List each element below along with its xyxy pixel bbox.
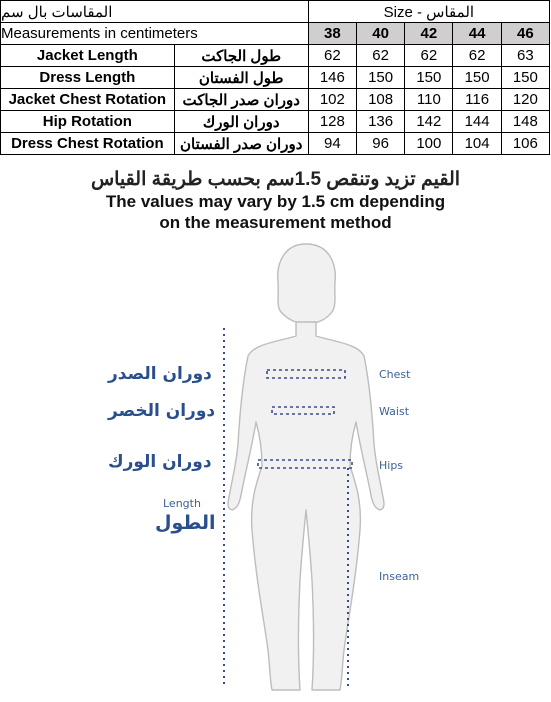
value-cell: 150 xyxy=(356,67,404,89)
header-size xyxy=(308,1,549,23)
value-cell: 63 xyxy=(501,45,549,67)
value-cell: 96 xyxy=(356,133,404,155)
row-label-ar: دوران صدر الجاكت xyxy=(174,89,308,111)
note-english-line1: The values may vary by 1.5 cm depending xyxy=(105,192,446,211)
value-cell: 148 xyxy=(501,111,549,133)
size-cell: 40 xyxy=(356,23,404,45)
value-cell: 150 xyxy=(453,67,501,89)
table-row xyxy=(1,67,550,89)
measurement-figure xyxy=(0,240,551,702)
header-size-text: المقاس - Size xyxy=(383,3,475,21)
value-cell: 136 xyxy=(356,111,404,133)
header-english: Measurements in centimeters xyxy=(1,23,309,45)
value-cell: 116 xyxy=(453,89,501,111)
value-cell: 108 xyxy=(356,89,404,111)
size-cell: 38 xyxy=(308,23,356,45)
body-silhouette-illustration xyxy=(0,240,551,702)
label-hips: Hips xyxy=(379,459,404,472)
value-cell: 144 xyxy=(453,111,501,133)
label-length-english: Length xyxy=(163,497,201,510)
size-cell: 42 xyxy=(405,23,453,45)
value-cell: 94 xyxy=(308,133,356,155)
table-size-row xyxy=(1,23,550,45)
row-label-en: Dress Length xyxy=(1,67,175,89)
label-waist: Waist xyxy=(379,405,410,418)
head-shape xyxy=(278,244,336,324)
header-arabic: المقاسات بال سم xyxy=(1,1,309,23)
value-cell: 102 xyxy=(308,89,356,111)
value-cell: 150 xyxy=(405,67,453,89)
value-cell: 106 xyxy=(501,133,549,155)
value-cell: 62 xyxy=(453,45,501,67)
table-row xyxy=(1,111,550,133)
table-row xyxy=(1,133,550,155)
table-row xyxy=(1,89,550,111)
note-english xyxy=(0,191,551,233)
label-chest-arabic: دوران الصدر xyxy=(108,364,212,384)
value-cell: 120 xyxy=(501,89,549,111)
value-cell: 146 xyxy=(308,67,356,89)
value-cell: 100 xyxy=(405,133,453,155)
body-outline-shape xyxy=(228,322,384,690)
value-cell: 110 xyxy=(405,89,453,111)
row-label-en: Hip Rotation xyxy=(1,111,175,133)
label-hip-arabic: دوران الورك xyxy=(108,452,212,472)
value-cell: 62 xyxy=(356,45,404,67)
table-title-row xyxy=(1,1,550,23)
label-length-arabic: الطول xyxy=(155,512,216,534)
size-cell: 44 xyxy=(453,23,501,45)
value-cell: 62 xyxy=(405,45,453,67)
value-cell: 104 xyxy=(453,133,501,155)
label-waist-arabic: دوران الخصر xyxy=(108,401,216,421)
label-inseam: Inseam xyxy=(379,570,420,583)
row-label-ar: طول الفستان xyxy=(174,67,308,89)
table-row xyxy=(1,45,550,67)
row-label-en: Jacket Length xyxy=(1,45,175,67)
label-chest: Chest xyxy=(379,368,411,381)
value-cell: 128 xyxy=(308,111,356,133)
note-arabic: القيم تزيد وتنقص 1.5سم بحسب طريقة القياس xyxy=(90,169,461,190)
value-cell: 142 xyxy=(405,111,453,133)
row-label-ar: دوران الورك xyxy=(174,111,308,133)
row-label-en: Dress Chest Rotation xyxy=(1,133,175,155)
row-label-ar: طول الجاكت xyxy=(174,45,308,67)
value-cell: 62 xyxy=(308,45,356,67)
row-label-ar: دوران صدر الفستان xyxy=(174,133,308,155)
size-table xyxy=(0,0,550,155)
value-cell: 150 xyxy=(501,67,549,89)
size-cell: 46 xyxy=(501,23,549,45)
row-label-en: Jacket Chest Rotation xyxy=(1,89,175,111)
note-english-line2: on the measurement method xyxy=(159,213,392,232)
